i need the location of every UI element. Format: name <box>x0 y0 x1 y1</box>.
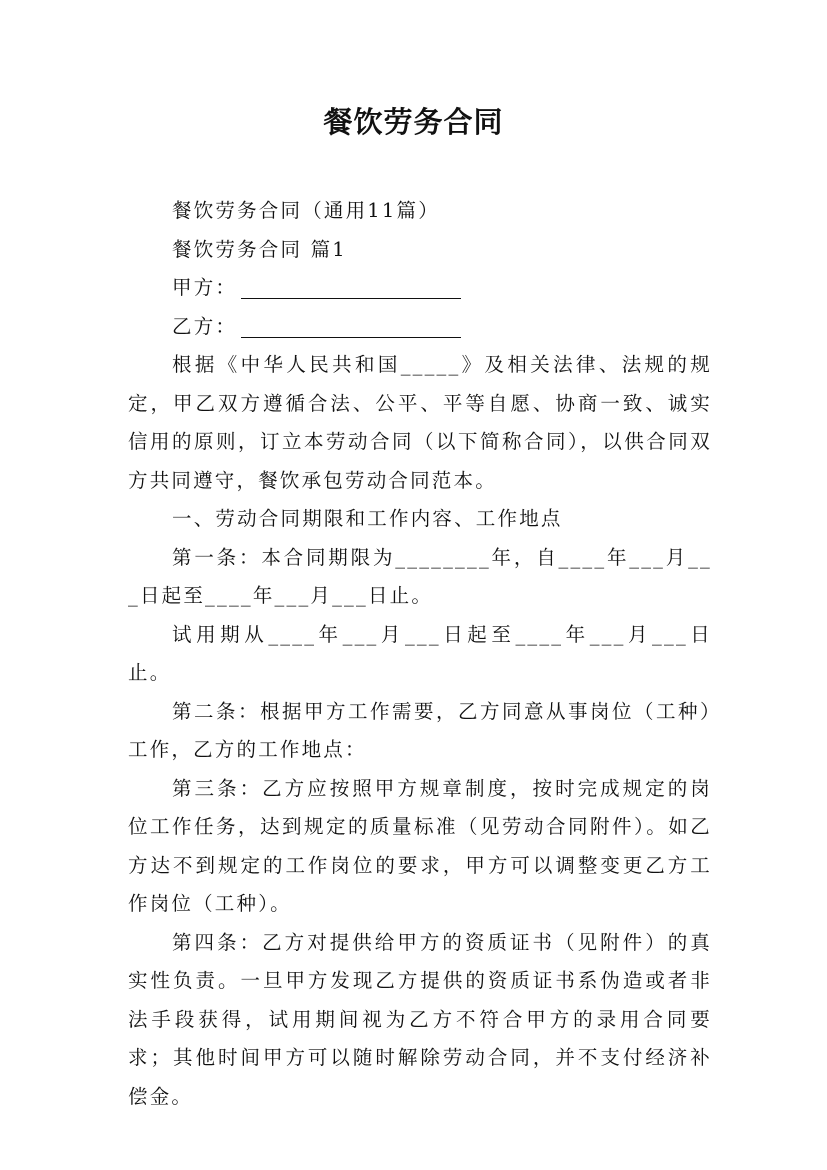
article-1-paragraph: 第一条：本合同期限为________年，自____年___月___日起至____年___月___日止。 <box>128 545 712 607</box>
party-b-line <box>128 308 712 347</box>
preamble-paragraph: 根据《中华人民共和国_____》及相关法律、法规的规定，甲乙双方遵循合法、公平、平等自愿、协商一致、诚实信用的原则，订立本劳动合同（以下简称合同），以供合同双方共同遵守，餐饮承包劳动合同范本。 <box>128 353 712 492</box>
document-body <box>128 192 712 1116</box>
subtitle-paragraph: 餐饮劳务合同（通用11篇） <box>172 199 440 222</box>
party-a-line <box>128 269 712 308</box>
party-b-label: 乙方： <box>172 314 238 338</box>
probation-paragraph: 试用期从____年___月___日起至____年___月___日止。 <box>128 622 712 684</box>
document-title: 餐饮劳务合同 <box>323 105 504 139</box>
article-3-paragraph: 第三条：乙方应按照甲方规章制度，按时完成规定的岗位工作任务，达到规定的质量标准（见劳动合同附件）。如乙方达不到规定的工作岗位的要求，甲方可以调整变更乙方工作岗位（工种）。 <box>128 776 712 915</box>
chapter-heading-paragraph: 一、劳动合同期限和工作内容、工作地点 <box>172 507 563 530</box>
article-2-paragraph: 第二条：根据甲方工作需要，乙方同意从事岗位（工种）工作，乙方的工作地点： <box>128 699 712 761</box>
section-heading-paragraph: 餐饮劳务合同 篇1 <box>172 237 347 261</box>
article-4-paragraph: 第四条：乙方对提供给甲方的资质证书（见附件）的真实性负责。一旦甲方发现乙方提供的资质证书系伪造或者非法手段获得，试用期间视为乙方不符合甲方的录用合同要求；其他时间甲方可以随时解除劳动合同，并不支付经济补偿金。 <box>128 930 712 1108</box>
party-b-blank <box>241 311 461 338</box>
party-a-blank <box>241 272 461 299</box>
party-a-label: 甲方： <box>172 276 238 299</box>
